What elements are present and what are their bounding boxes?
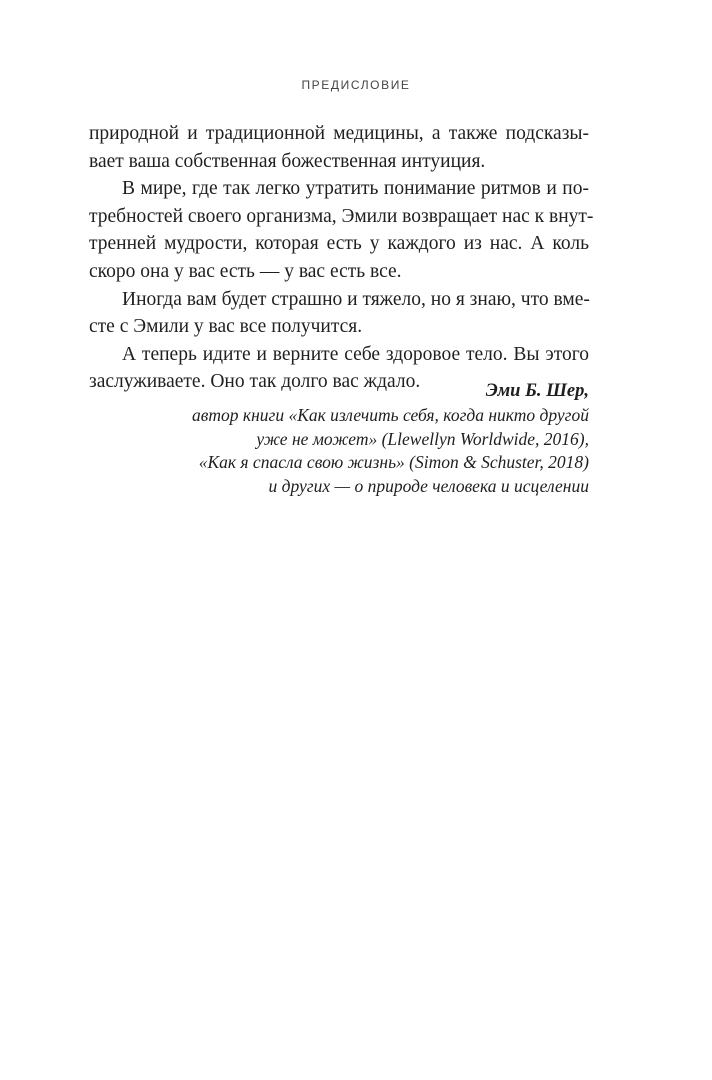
text-line: природной и традиционной медицины, а также подсказы- <box>89 123 589 144</box>
running-head: ПРЕДИСЛОВИЕ <box>301 78 411 92</box>
text-line: А теперь идите и верните себе здоровое тело. Вы этого <box>122 343 589 365</box>
text-line: Иногда вам будет страшно и тяжело, но я знаю, что вме- <box>122 288 590 310</box>
body-text <box>89 120 594 396</box>
text-line: требностей своего организма, Эмили возвращает нас к внут- <box>89 205 594 227</box>
author-credit-line: и других — о природе человека и исцелении <box>268 475 589 496</box>
author-name: Эми Б. Шер, <box>485 381 589 401</box>
text-line: заслуживаете. Оно так долго вас ждало. <box>89 371 421 393</box>
text-line: тренней мудрости, которая есть у каждого из нас. А коль <box>89 233 589 255</box>
text-line: скоро она у вас есть — у вас есть все. <box>89 260 402 282</box>
text-line: В мире, где так легко утратить понимание ритмов и по- <box>122 178 589 200</box>
text-line: сте с Эмили у вас все получится. <box>89 316 363 338</box>
author-credit-line: «Как я спасла свою жизнь» (Simon & Schuster, 2018) <box>198 452 589 473</box>
text-line: вает ваша собственная божественная интуиция. <box>89 150 486 172</box>
author-credit-line: автор книги «Как излечить себя, когда никто другой <box>192 405 589 425</box>
signature-block <box>89 378 589 498</box>
author-credit-line: уже не может» (Llewellyn Worldwide, 2016), <box>256 428 589 449</box>
